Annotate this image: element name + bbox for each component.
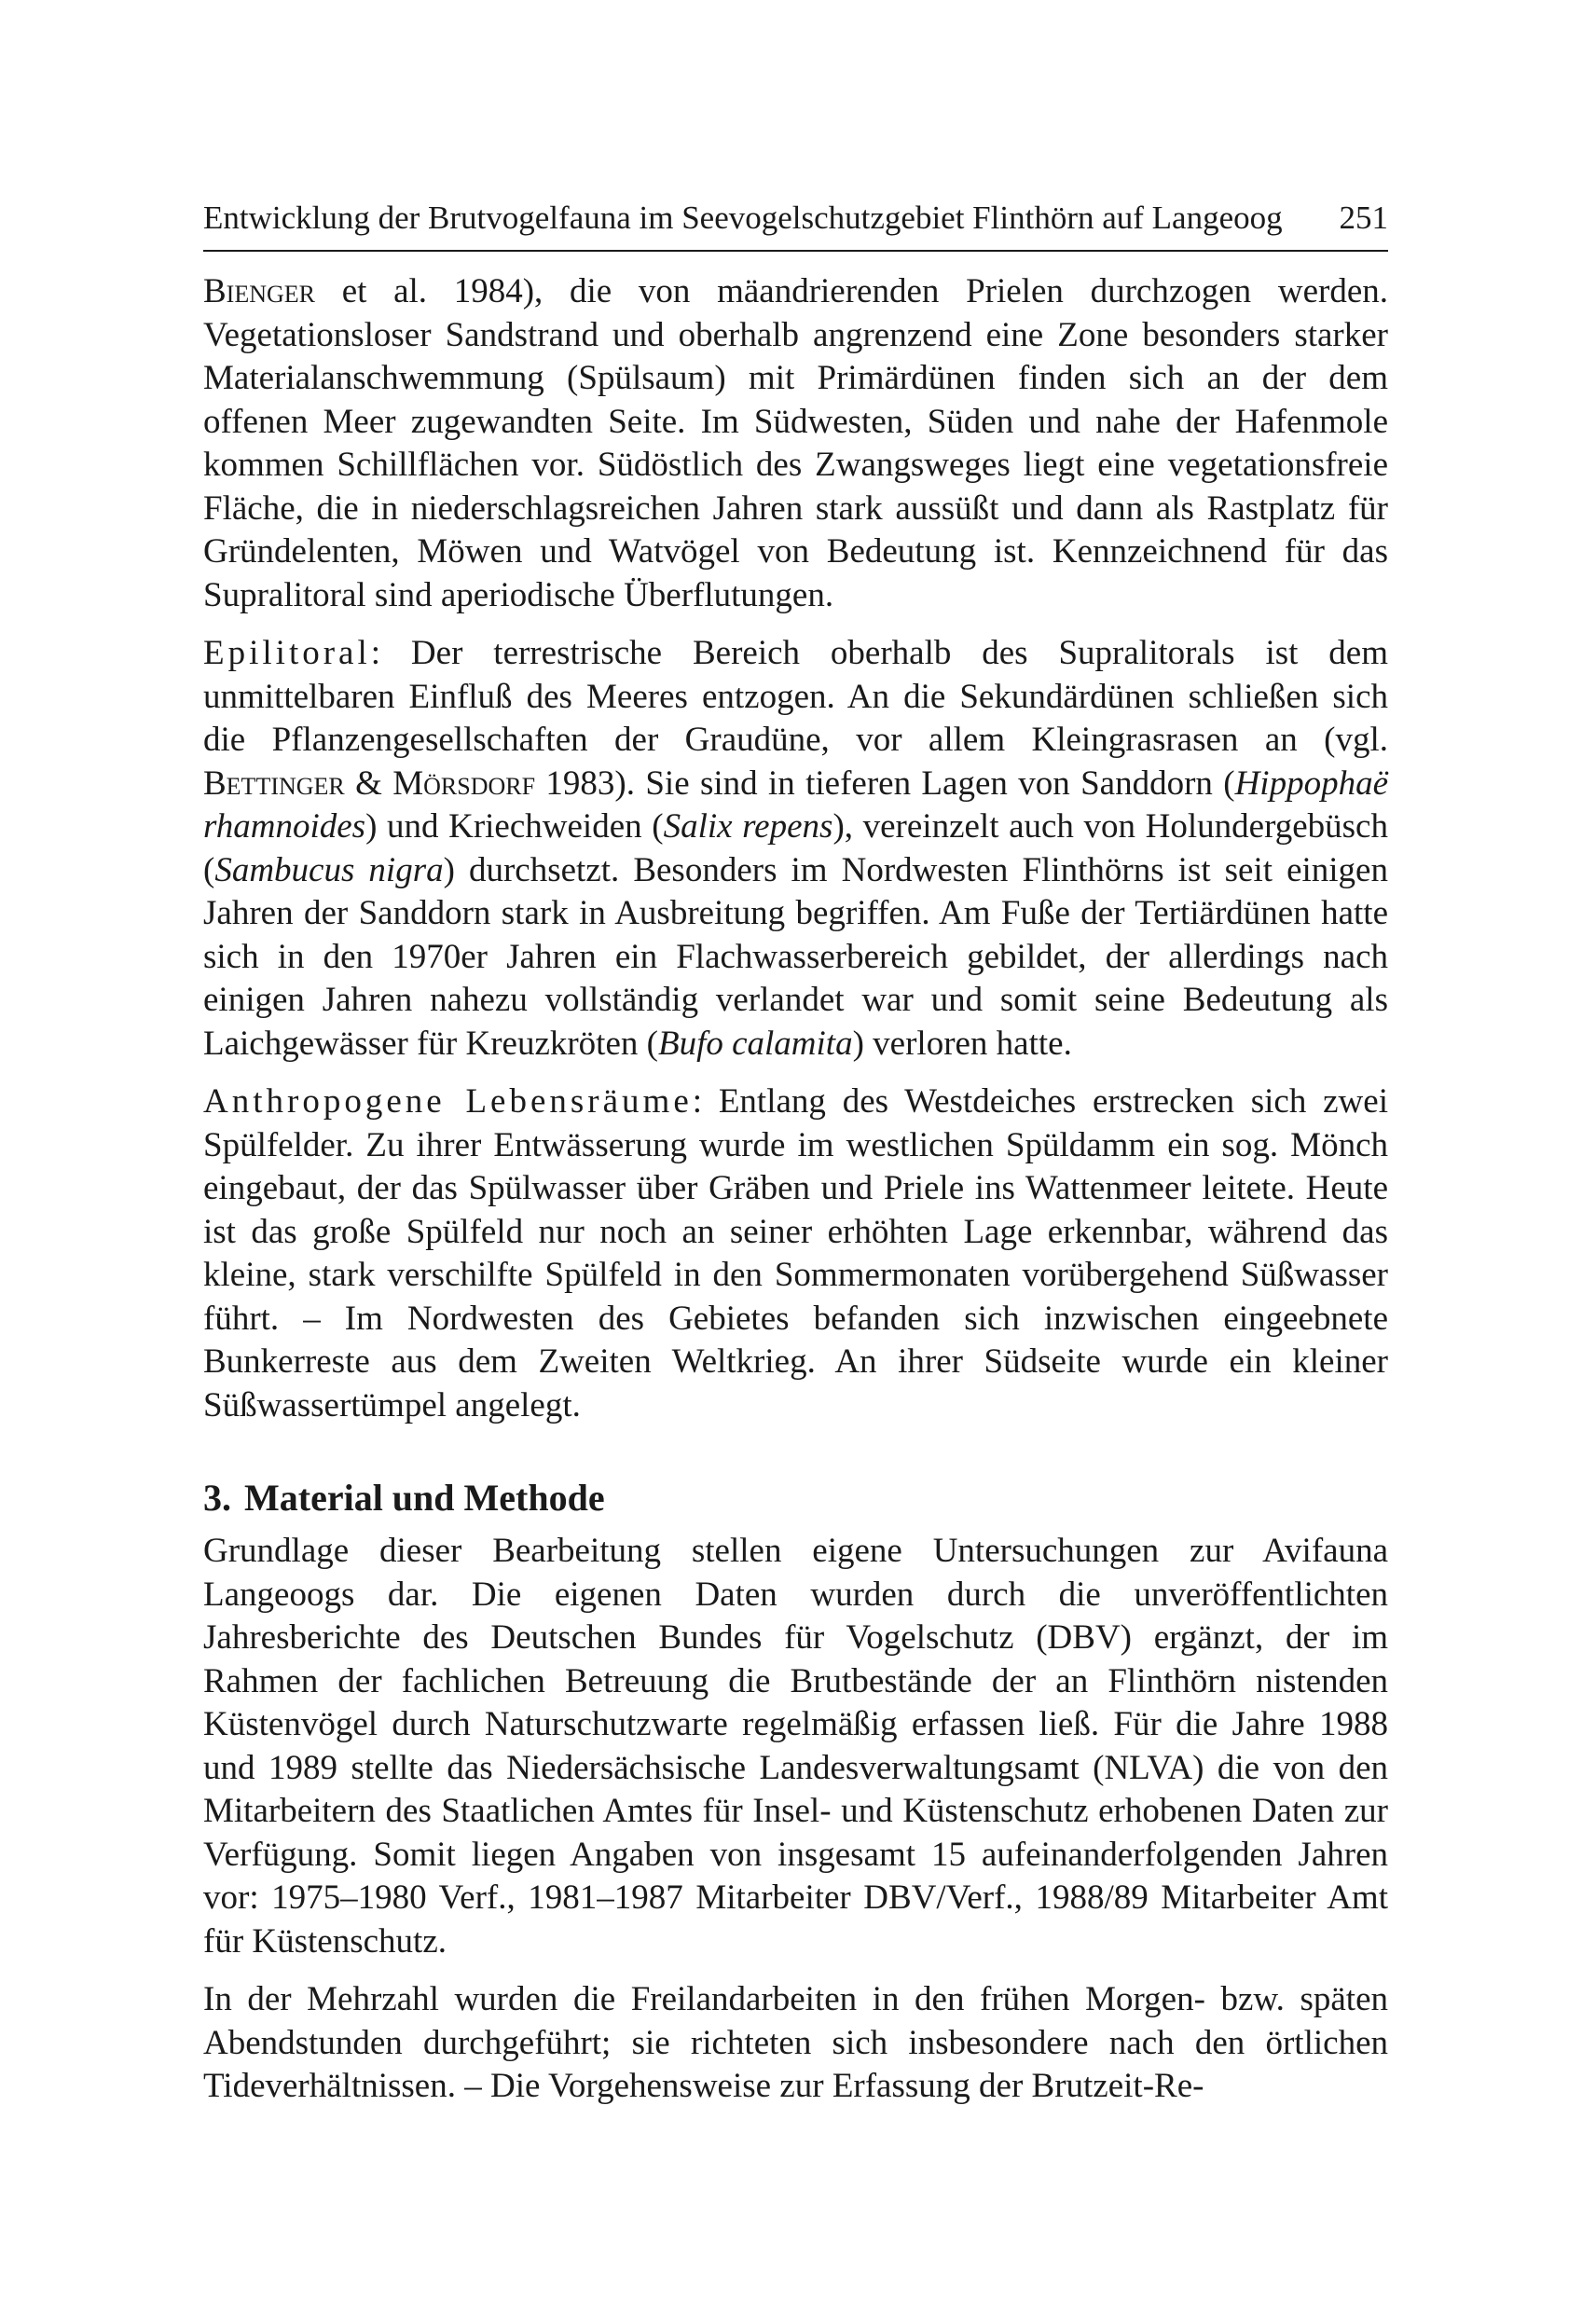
paragraph-text: ), vereinzelt auch von Holundergebüsch (: [203, 807, 1388, 889]
species-name: Salix repens: [663, 807, 833, 846]
section-title: Material und Methode: [244, 1477, 605, 1519]
paragraph-label: Epilitoral: [203, 634, 371, 672]
paragraph-label: Anthropogene Lebensräume: [203, 1082, 693, 1121]
species-name: Sambucus nigra: [214, 850, 444, 889]
species-name: Hippophaë rhamnoides: [203, 764, 1389, 846]
paragraph-grundlage: Grundlage dieser Bearbeitung stellen eigene Untersuchungen zur Avifauna Langeoogs dar. Die eigenen Daten wurden durch die unveröffentlichten Jahresberichte des Deutschen Bundes für Vogelschutz (DBV) ergänzt, der im Rahmen der fachlichen Betreuung die Brutbestände der an Flinthörn nistenden Küstenvögel durch Naturschutzwarte regelmäßig erfassen ließ. Für die Jahre 1988 und 1989 stellte das Niedersächsische Landesverwaltungsamt (NLVA) die von den Mitarbeitern des Staatlichen Amtes für Insel- und Küstenschutz erhobenen Daten zur Verfügung. Somit liegen Angaben von insgesamt 15 aufeinanderfolgenden Jahren vor: 1975–1980 Verf., 1981–1987 Mitarbeiter DBV/Verf., 1988/89 Mitarbeiter Amt für Küstenschutz.: [203, 1532, 1388, 1961]
paragraph-text: : Entlang des Westdeiches erstrecken sich zwei Spülfelder. Zu ihrer Entwässerung wurde im westlichen Spüldamm ein sog. Mönch eingebaut, der das Spülwasser über Gräben und Priele ins Wattenmeer leitete. Heute ist das große Spülfeld nur noch an seiner erhöhten Lage erkennbar, während das kleine, stark verschilfte Spülfeld in den Sommermonaten vorübergehend Süßwasser führt. – Im Nordwesten des Gebietes befanden sich inzwischen eingeebnete Bunkerreste aus dem Zweiten Weltkrieg. An ihrer Südseite wurde ein kleiner Süßwassertümpel angelegt.: [203, 1082, 1388, 1424]
species-name: Bufo calamita: [657, 1024, 853, 1063]
paragraph-text: 1983). Sie sind in tieferen Lagen von Sanddorn (: [535, 764, 1235, 803]
running-head-title: Entwicklung der Brutvogelfauna im Seevogelschutzgebiet Flinthörn auf Langeoog: [203, 200, 1283, 236]
author-citation: Bienger: [203, 272, 315, 310]
running-head: [203, 198, 1388, 239]
body-text: [203, 270, 1388, 2124]
paragraph-text: et al. 1984), die von mäandrierenden Prielen durchzogen werden. Vegetationsloser Sandstrand und oberhalb angrenzend eine Zone besonders starker Materialanschwemmung (Spülsaum) mit Primärdünen finden sich an der dem offenen Meer zugewandten Seite. Im Südwesten, Süden und nahe der Hafenmole kommen Schillflächen vor. Südöstlich des Zwangsweges liegt eine vegetationsfreie Fläche, die in niederschlagsreichen Jahren stark aussüßt und dann als Rastplatz für Gründelenten, Möwen und Watvögel von Bedeutung ist. Kennzeichnend für das Supralitoral sind aperiodische Überflutungen.: [203, 272, 1388, 614]
paragraph-freiland: In der Mehrzahl wurden die Freilandarbeiten in den frühen Morgen- bzw. späten Abendstunden durchgeführt; sie richteten sich insbesondere nach den örtlichen Tideverhältnissen. – Die Vorgehensweise zur Erfassung der Brutzeit-Re-: [203, 1980, 1388, 2105]
paragraph-epilitoral: [203, 632, 1388, 1066]
section-heading: [203, 1476, 1388, 1521]
paragraph-anthropogen: [203, 1080, 1388, 1427]
paragraph-text: : Der terrestrische Bereich oberhalb des Supralitorals ist dem unmittelbaren Einfluß des Meeres entzogen. An die Sekundärdünen schließen sich die Pflanzengesellschaften der Graudüne, vor allem Kleingrasrasen an (vgl.: [203, 634, 1388, 759]
paragraph-text: ) und Kriechweiden (: [365, 807, 664, 846]
header-rule: [203, 250, 1388, 252]
section-number: 3.: [203, 1477, 231, 1519]
page-number: 251: [1339, 200, 1388, 236]
paragraph-supralitoral: [203, 270, 1388, 617]
paragraph-text: ) durchsetzt. Besonders im Nordwesten Flinthörns ist seit einigen Jahren der Sanddorn stark in Ausbreitung begriffen. Am Fuße der Tertiärdünen hatte sich in den 1970er Jahren ein Flachwasserbereich gebildet, der allerdings nach einigen Jahren nahezu vollständig verlandet war und somit seine Bedeutung als Laichgewässer für Kreuzkröten (: [203, 850, 1388, 1063]
paragraph-text: ) verloren hatte.: [852, 1024, 1072, 1063]
author-citation: Bettinger & Mörsdorf: [203, 764, 536, 803]
